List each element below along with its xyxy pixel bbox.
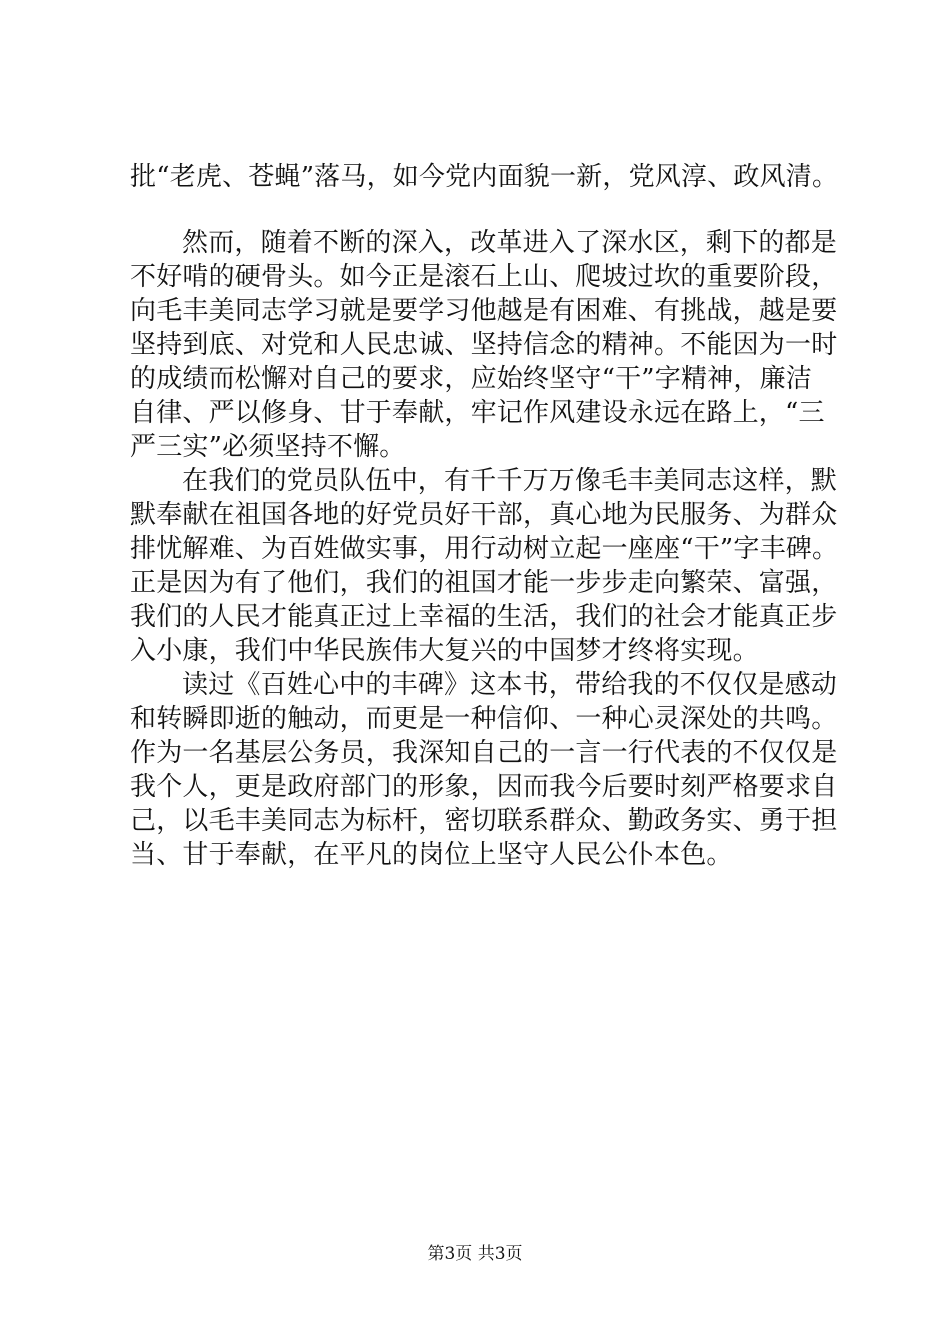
paragraph (130, 226, 838, 464)
text-line: 批“老虎、苍蝇”落马，如今党内面貌一新，党风淳、政风清。 (130, 162, 839, 192)
page-number-label: 第3页 共3页 (427, 1244, 523, 1264)
text-line: 正是因为有了他们，我们的祖国才能一步步走向繁荣、富强， (130, 568, 838, 598)
text-line: 排忧解难、为百姓做实事，用行动树立起一座座“干”字丰碑。 (130, 534, 839, 564)
text-line: 严三实”必须坚持不懈。 (130, 432, 406, 462)
text-line: 默奉献在祖国各地的好党员好干部，真心地为民服务、为群众 (130, 500, 838, 530)
text-line: 在我们的党员队伍中，有千千万万像毛丰美同志这样，默 (182, 466, 838, 496)
text-line: 坚持到底、对党和人民忠诚、坚持信念的精神。不能因为一时 (130, 330, 838, 360)
page-footer (0, 1243, 950, 1265)
text-line: 不好啃的硬骨头。如今正是滚石上山、爬坡过坎的重要阶段， (130, 262, 838, 292)
text-line: 我个人，更是政府部门的形象，因而我今后要时刻严格要求自 (130, 772, 838, 802)
text-line: 入小康，我们中华民族伟大复兴的中国梦才终将实现。 (130, 636, 759, 666)
text-line: 然而，随着不断的深入，改革进入了深水区，剩下的都是 (182, 228, 838, 258)
text-line: 作为一名基层公务员，我深知自己的一言一行代表的不仅仅是 (130, 738, 838, 768)
text-line: 己，以毛丰美同志为标杆，密切联系群众、勤政务实、勇于担 (130, 806, 838, 836)
paragraph (130, 464, 838, 668)
text-line: 和转瞬即逝的触动，而更是一种信仰、一种心灵深处的共鸣。 (130, 704, 838, 734)
paragraph-gap (130, 194, 838, 226)
text-line: 读过《百姓心中的丰碑》这本书，带给我的不仅仅是感动 (182, 670, 838, 700)
paragraph (130, 668, 838, 872)
text-line: 当、甘于奉献，在平凡的岗位上坚守人民公仆本色。 (130, 840, 733, 870)
text-line: 向毛丰美同志学习就是要学习他越是有困难、有挑战，越是要 (130, 296, 838, 326)
text-line: 的成绩而松懈对自己的要求，应始终坚守“干”字精神，廉洁 (130, 364, 812, 394)
text-line: 我们的人民才能真正过上幸福的生活，我们的社会才能真正步 (130, 602, 838, 632)
paragraph (130, 160, 838, 194)
document-body (130, 160, 838, 872)
text-line: 自律、严以修身、甘于奉献，牢记作风建设永远在路上，“三 (130, 398, 825, 428)
